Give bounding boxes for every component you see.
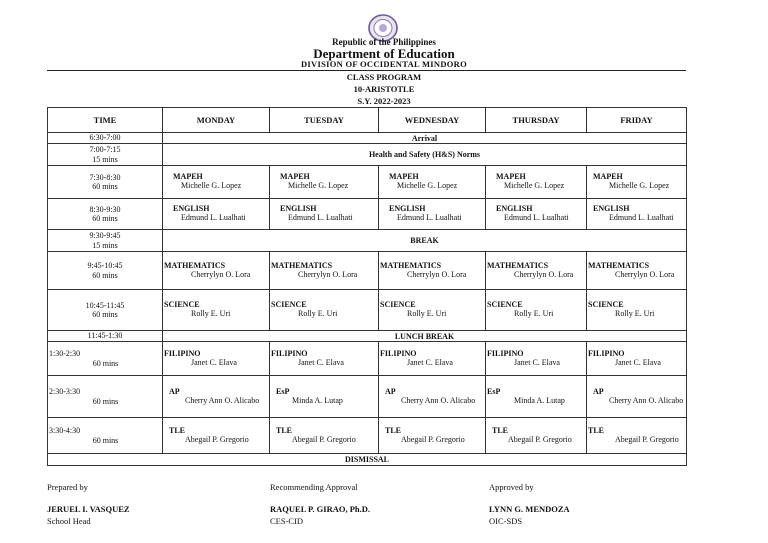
schedule-cell (379, 376, 486, 418)
teacher-name: Rolly E. Uri (407, 309, 447, 318)
teacher-name: Abegail P. Gregorio (401, 434, 465, 444)
schedule-cell (270, 376, 379, 418)
teacher-name: Rolly E. Uri (298, 309, 338, 318)
column-header: MONDAY (163, 108, 270, 133)
time-range: 7:00-7:15 (89, 145, 121, 155)
teacher-name: Michelle G. Lopez (504, 181, 565, 190)
subject-label: MATHEMATICS (380, 260, 442, 270)
schedule-cell (486, 199, 587, 230)
schedule-cell (270, 342, 379, 376)
time-cell (48, 290, 163, 331)
table-row (48, 230, 687, 252)
subject-label: MAPEH (280, 172, 310, 182)
time-range: 9:45-10:45 (87, 261, 123, 271)
time-duration: 60 mins (92, 396, 119, 406)
schedule-cell (587, 166, 687, 199)
recommending-approval-title: CES-CID (270, 516, 304, 526)
dismissal-cell: DISMISSAL (48, 454, 687, 466)
teacher-name: Abegail P. Gregorio (292, 434, 356, 444)
subject-label: SCIENCE (487, 300, 523, 310)
teacher-name: Cherrylyn O. Lora (407, 269, 467, 279)
subject-label: MAPEH (389, 172, 419, 182)
teacher-name: Janet C. Elava (514, 357, 560, 367)
table-row (48, 290, 687, 331)
subject-label: MATHEMATICS (164, 260, 226, 270)
time-duration: 15 mins (92, 154, 118, 164)
teacher-name: Minda A. Lutap (514, 395, 565, 405)
table-row (48, 331, 687, 342)
teacher-name: Edmund L. Lualhati (288, 213, 353, 222)
time-duration: 60 mins (92, 310, 118, 319)
time-cell (48, 230, 163, 252)
schedule-cell (270, 290, 379, 331)
teacher-name: Rolly E. Uri (191, 309, 231, 318)
time-range: 1:30-2:30 (49, 349, 81, 359)
teacher-name: Abegail P. Gregorio (185, 434, 249, 444)
prepared-by-label: Prepared by (47, 482, 88, 492)
header-divider (47, 70, 686, 71)
table-row (48, 454, 687, 466)
teacher-name: Edmund L. Lualhati (609, 213, 674, 222)
time-cell: 6:30-7:00 (48, 133, 163, 144)
section-name: 10-ARISTOTLE (353, 84, 415, 94)
schedule-cell (270, 166, 379, 199)
program-title: CLASS PROGRAM (346, 72, 422, 82)
schedule-cell (379, 166, 486, 199)
schedule-cell (587, 252, 687, 290)
schedule-cell (587, 418, 687, 454)
column-header: TUESDAY (270, 108, 379, 133)
subject-label: EsP (487, 386, 501, 396)
teacher-name: Janet C. Elava (407, 357, 453, 367)
teacher-name: Michelle G. Lopez (397, 181, 458, 190)
teacher-name: Michelle G. Lopez (288, 181, 349, 190)
school-year: S.Y. 2022-2023 (357, 96, 411, 106)
time-duration: 60 mins (92, 270, 118, 280)
subject-label: FILIPINO (380, 348, 417, 358)
table-row (48, 252, 687, 290)
schedule-cell (379, 342, 486, 376)
time-cell (48, 252, 163, 290)
teacher-name: Rolly E. Uri (514, 309, 554, 318)
subject-label: ENGLISH (173, 204, 210, 214)
teacher-name: Minda A. Lutap (292, 395, 343, 405)
teacher-name: Cherry Ann O. Alicabo (609, 395, 684, 405)
time-duration: 60 mins (92, 435, 119, 445)
span-cell: Arrival (163, 133, 687, 144)
time-cell (48, 342, 163, 376)
teacher-name: Cherrylyn O. Lora (191, 269, 251, 279)
schedule-cell (163, 376, 270, 418)
teacher-name: Janet C. Elava (191, 357, 237, 367)
subject-label: MAPEH (173, 172, 203, 182)
subject-label: FILIPINO (487, 348, 524, 358)
time-range: 3:30-4:30 (49, 426, 81, 436)
approved-by-name: LYNN G. MENDOZA (489, 504, 570, 514)
teacher-name: Edmund L. Lualhati (181, 213, 246, 222)
time-range: 10:45-11:45 (85, 300, 125, 310)
subject-label: FILIPINO (271, 348, 308, 358)
schedule-cell (163, 342, 270, 376)
division-line: DIVISION OF OCCIDENTAL MINDORO (300, 59, 468, 69)
time-cell (48, 418, 163, 454)
time-duration: 60 mins (92, 182, 118, 191)
teacher-name: Janet C. Elava (615, 357, 661, 367)
subject-label: AP (169, 386, 180, 396)
schedule-cell (486, 252, 587, 290)
time-cell (48, 199, 163, 230)
teacher-name: Janet C. Elava (298, 357, 344, 367)
schedule-cell (587, 376, 687, 418)
time-range: 8:30-9:30 (89, 204, 121, 214)
subject-label: MATHEMATICS (588, 260, 650, 270)
time-duration: 60 mins (92, 214, 118, 223)
schedule-cell (163, 166, 270, 199)
subject-label: MATHEMATICS (271, 260, 333, 270)
subject-label: ENGLISH (496, 204, 533, 214)
table-row (48, 133, 687, 144)
column-header: WEDNESDAY (379, 108, 486, 133)
span-cell: Health and Safety (H&S) Norms (163, 144, 687, 166)
time-range: 9:30-9:45 (89, 231, 121, 241)
table-header-row (48, 108, 687, 133)
teacher-name: Cherrylyn O. Lora (514, 269, 574, 279)
column-header: TIME (48, 108, 163, 133)
subject-label: TLE (492, 425, 509, 435)
schedule-cell (379, 418, 486, 454)
subject-label: ENGLISH (593, 204, 630, 214)
subject-label: TLE (276, 425, 293, 435)
schedule-cell (379, 199, 486, 230)
subject-label: AP (385, 386, 396, 396)
schedule-cell (379, 252, 486, 290)
prepared-by-name: JERUEL I. VASQUEZ (47, 504, 130, 514)
teacher-name: Michelle G. Lopez (181, 181, 242, 190)
teacher-name: Edmund L. Lualhati (397, 213, 462, 222)
subject-label: SCIENCE (271, 300, 307, 310)
time-range: 2:30-3:30 (49, 387, 81, 397)
teacher-name: Cherry Ann O. Alicabo (401, 395, 476, 405)
schedule-cell (163, 290, 270, 331)
subject-label: MAPEH (496, 172, 526, 182)
recommending-approval-name: RAQUEL P. GIRAO, Ph.D. (270, 504, 371, 514)
column-header: FRIDAY (587, 108, 687, 133)
schedule-cell (587, 290, 687, 331)
schedule-cell (270, 418, 379, 454)
subject-label: SCIENCE (588, 300, 624, 310)
subject-label: AP (593, 386, 604, 396)
table-row (48, 376, 687, 418)
schedule-cell (379, 290, 486, 331)
column-header: THURSDAY (486, 108, 587, 133)
time-duration: 60 mins (92, 358, 119, 368)
prepared-by-title: School Head (47, 516, 91, 526)
schedule-cell (587, 199, 687, 230)
subject-label: TLE (169, 425, 186, 435)
table-row (48, 418, 687, 454)
table-row (48, 199, 687, 230)
approved-by-title: OIC-SDS (489, 516, 523, 526)
teacher-name: Michelle G. Lopez (609, 181, 670, 190)
time-duration: 15 mins (92, 240, 118, 250)
time-cell (48, 144, 163, 166)
schedule-cell (486, 342, 587, 376)
time-cell (48, 376, 163, 418)
subject-label: EsP (276, 386, 290, 396)
subject-label: MATHEMATICS (487, 260, 549, 270)
subject-label: FILIPINO (588, 348, 625, 358)
class-program-table (47, 107, 687, 466)
time-cell (48, 166, 163, 199)
schedule-cell (486, 166, 587, 199)
teacher-name: Edmund L. Lualhati (504, 213, 569, 222)
schedule-cell (163, 252, 270, 290)
schedule-cell (486, 290, 587, 331)
span-cell: LUNCH BREAK (163, 331, 687, 342)
approved-by-label: Approved by (489, 482, 534, 492)
republic-line: Republic of the Philippines (332, 37, 436, 47)
schedule-cell (587, 342, 687, 376)
teacher-name: Rolly E. Uri (615, 309, 655, 318)
table-row (48, 342, 687, 376)
subject-label: SCIENCE (164, 300, 200, 310)
schedule-cell (270, 252, 379, 290)
time-range: 7:30-8:30 (89, 172, 121, 182)
subject-label: MAPEH (593, 172, 623, 182)
subject-label: ENGLISH (389, 204, 426, 214)
subject-label: FILIPINO (164, 348, 201, 358)
teacher-name: Cherrylyn O. Lora (298, 269, 358, 279)
schedule-cell (270, 199, 379, 230)
teacher-name: Abegail P. Gregorio (615, 434, 679, 444)
schedule-cell (163, 418, 270, 454)
table-row (48, 144, 687, 166)
schedule-cell (486, 376, 587, 418)
teacher-name: Cherry Ann O. Alicabo (185, 395, 260, 405)
teacher-name: Abegail P. Gregorio (508, 434, 572, 444)
teacher-name: Cherrylyn O. Lora (615, 269, 675, 279)
time-cell: 11:45-1:30 (48, 331, 163, 342)
subject-label: TLE (588, 425, 605, 435)
span-cell: BREAK (163, 230, 687, 252)
subject-label: TLE (385, 425, 402, 435)
subject-label: ENGLISH (280, 204, 317, 214)
table-row (48, 166, 687, 199)
department-title: Department of Education (313, 46, 455, 61)
schedule-cell (163, 199, 270, 230)
recommending-approval-label: Recommending Approval (270, 482, 358, 492)
schedule-cell (486, 418, 587, 454)
subject-label: SCIENCE (380, 300, 416, 310)
